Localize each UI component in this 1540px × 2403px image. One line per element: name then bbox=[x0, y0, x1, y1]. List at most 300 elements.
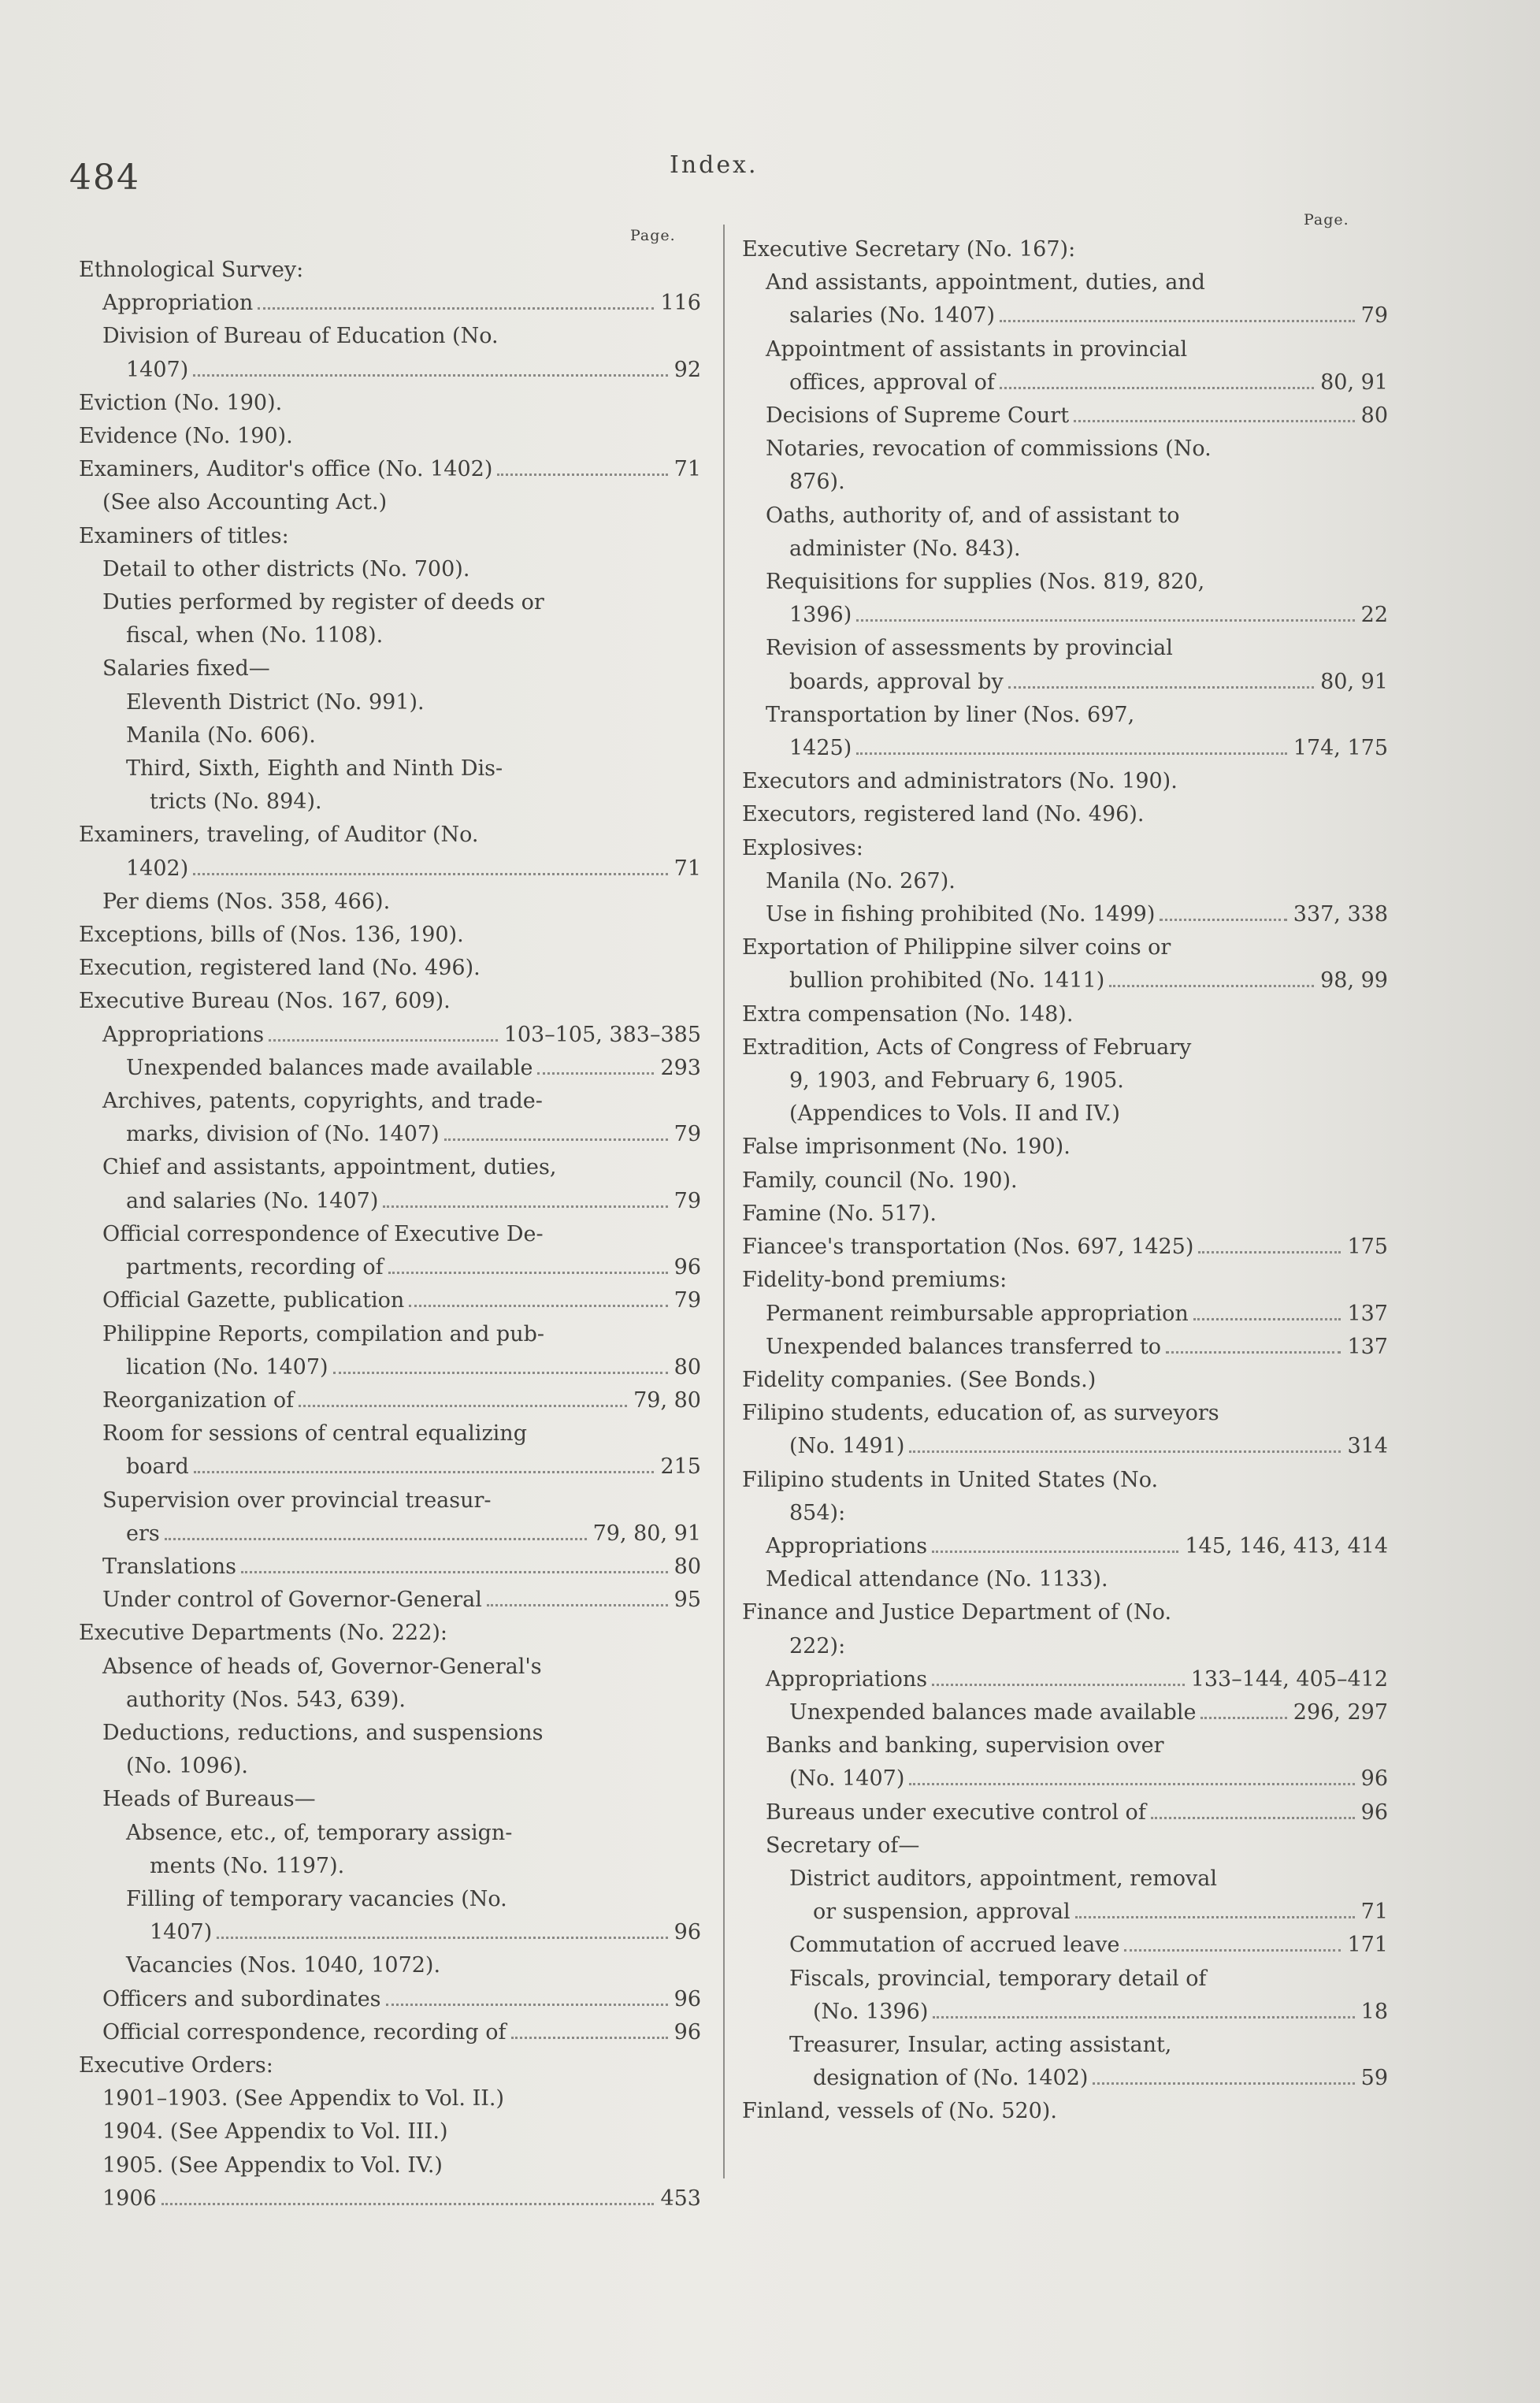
index-entry bbox=[79, 1251, 701, 1284]
index-entry bbox=[742, 1896, 1388, 1929]
entry-text: salaries (No. 1407) bbox=[789, 303, 995, 329]
dot-leader bbox=[1166, 1351, 1341, 1354]
entry-text: Philippine Reports, compilation and pub- bbox=[102, 1321, 545, 1346]
index-entry bbox=[742, 865, 1388, 898]
index-entry bbox=[79, 2182, 701, 2215]
index-entry bbox=[79, 520, 701, 553]
index-column-left bbox=[79, 254, 701, 2215]
entry-text: administer (No. 843). bbox=[789, 536, 1021, 561]
entry-text: Executors and administrators (No. 190). bbox=[742, 769, 1178, 794]
dot-leader bbox=[299, 1405, 627, 1407]
index-entry bbox=[79, 1850, 701, 1883]
dot-leader bbox=[194, 1471, 655, 1473]
page-reference: 71 bbox=[674, 856, 701, 881]
entry-text: board bbox=[126, 1454, 189, 1480]
index-entry bbox=[79, 1983, 701, 2016]
entry-text: Ethnological Survey: bbox=[79, 258, 304, 282]
index-entry bbox=[742, 1098, 1388, 1131]
index-entry bbox=[742, 998, 1388, 1031]
entry-text: Officers and subordinates bbox=[102, 1986, 381, 2011]
entry-text: 1901–1903. (See Appendix to Vol. II.) bbox=[102, 2086, 505, 2111]
index-entry bbox=[79, 387, 701, 420]
page-reference: 171 bbox=[1347, 1933, 1388, 1958]
entry-text: 1402) bbox=[126, 856, 189, 881]
index-entry bbox=[79, 1450, 701, 1484]
index-entry bbox=[742, 1430, 1388, 1463]
index-entry bbox=[79, 320, 701, 353]
entry-text: 854): bbox=[789, 1500, 846, 1525]
dot-leader bbox=[444, 1138, 668, 1141]
entry-text: Room for sessions of central equalizing bbox=[102, 1421, 527, 1447]
entry-text: Revision of assessments by provincial bbox=[766, 636, 1173, 661]
entry-text: And assistants, appointment, duties, and bbox=[766, 270, 1205, 295]
dot-leader bbox=[909, 1783, 1354, 1785]
index-entry bbox=[79, 1284, 701, 1317]
page-reference: 174, 175 bbox=[1293, 736, 1388, 761]
entry-text: Exportation of Philippine silver coins or bbox=[742, 935, 1171, 960]
index-entry bbox=[79, 1151, 701, 1184]
index-entry bbox=[79, 819, 701, 852]
entry-text: Unexpended balances made available bbox=[789, 1699, 1197, 1725]
entry-text: 222): bbox=[789, 1633, 846, 1658]
entry-text: Manila (No. 267). bbox=[766, 868, 956, 893]
index-entry bbox=[79, 1783, 701, 1816]
page-reference: 95 bbox=[674, 1588, 701, 1613]
entry-text: Per diems (Nos. 358, 466). bbox=[102, 889, 391, 914]
page-reference: 80 bbox=[674, 1554, 701, 1579]
index-entry bbox=[79, 1949, 701, 1982]
entry-text: Transportation by liner (Nos. 697, bbox=[766, 702, 1135, 727]
entry-text: partments, recording of bbox=[126, 1255, 384, 1280]
entry-text: Archives, patents, copyrights, and trade- bbox=[102, 1089, 543, 1114]
page-reference: 96 bbox=[674, 1920, 701, 1945]
entry-text: Decisions of Supreme Court bbox=[766, 403, 1070, 429]
page-reference: 80, 91 bbox=[1320, 669, 1388, 694]
dot-leader bbox=[386, 2004, 668, 2006]
dot-leader bbox=[193, 873, 667, 875]
entry-text: Permanent reimbursable appropriation bbox=[766, 1301, 1189, 1326]
index-entry bbox=[79, 486, 701, 519]
index-entry bbox=[79, 852, 701, 886]
index-entry bbox=[79, 586, 701, 619]
entry-text: ers bbox=[126, 1521, 160, 1546]
page-reference: 96 bbox=[674, 1986, 701, 2011]
index-entry bbox=[742, 1464, 1388, 1497]
page-reference: 293 bbox=[660, 1055, 701, 1080]
entry-text: Oaths, authority of, and of assistant to bbox=[766, 503, 1180, 528]
entry-text: False imprisonment (No. 190). bbox=[742, 1135, 1071, 1160]
dot-leader bbox=[1193, 1318, 1341, 1320]
entry-text: Manila (No. 606). bbox=[126, 722, 316, 748]
index-entry bbox=[79, 354, 701, 387]
entry-text: Examiners of titles: bbox=[79, 523, 289, 548]
entry-text: Extradition, Acts of Congress of February bbox=[742, 1034, 1192, 1060]
page-reference: 314 bbox=[1347, 1434, 1388, 1459]
page-reference: 71 bbox=[674, 457, 701, 482]
entry-text: Filipino students in United States (No. bbox=[742, 1467, 1159, 1492]
entry-text: Famine (No. 517). bbox=[742, 1201, 937, 1226]
entry-text: Appropriations bbox=[766, 1666, 928, 1692]
index-entry bbox=[742, 1231, 1388, 1264]
dot-leader bbox=[1151, 1817, 1355, 1819]
index-entry bbox=[742, 1031, 1388, 1064]
dot-leader bbox=[1075, 1916, 1355, 1918]
page-reference: 80 bbox=[1360, 403, 1388, 429]
index-entry bbox=[79, 1417, 701, 1450]
page-reference: 96 bbox=[1360, 1799, 1388, 1825]
entry-text: Fidelity companies. (See Bonds.) bbox=[742, 1367, 1097, 1392]
index-entry bbox=[79, 1218, 701, 1251]
entry-text: Fiscals, provincial, temporary detail of bbox=[789, 1966, 1207, 1991]
index-entry bbox=[742, 299, 1388, 332]
dot-leader bbox=[1000, 387, 1314, 389]
page-reference: 175 bbox=[1347, 1235, 1388, 1260]
page-reference: 79, 80 bbox=[633, 1387, 701, 1413]
entry-text: ments (No. 1197). bbox=[150, 1853, 345, 1878]
dot-leader bbox=[409, 1305, 667, 1307]
index-entry bbox=[742, 1829, 1388, 1863]
index-entry bbox=[79, 985, 701, 1018]
dot-leader bbox=[487, 1604, 668, 1606]
dot-leader bbox=[1093, 2082, 1354, 2085]
index-entry bbox=[79, 886, 701, 919]
dot-leader bbox=[856, 619, 1354, 622]
index-entry bbox=[742, 1729, 1388, 1762]
running-head: Index. bbox=[670, 151, 759, 179]
index-entry bbox=[79, 1484, 701, 1517]
index-entry bbox=[79, 1384, 701, 1417]
index-entry bbox=[742, 1630, 1388, 1663]
entry-text: authority (Nos. 543, 639). bbox=[126, 1687, 406, 1712]
page-reference: 98, 99 bbox=[1320, 968, 1388, 994]
index-column-right bbox=[742, 233, 1388, 2129]
index-entry bbox=[79, 786, 701, 819]
entry-text: (See also Accounting Act.) bbox=[102, 490, 388, 515]
entry-text: tricts (No. 894). bbox=[150, 789, 322, 815]
index-entry bbox=[742, 699, 1388, 732]
index-entry bbox=[79, 1651, 701, 1684]
entry-text: 1906 bbox=[102, 2186, 157, 2211]
index-entry bbox=[79, 619, 701, 652]
entry-text: Filling of temporary vacancies (No. bbox=[126, 1886, 507, 1911]
page-reference: 96 bbox=[674, 1255, 701, 1280]
entry-text: 1425) bbox=[789, 736, 852, 761]
entry-text: Eleventh District (No. 991). bbox=[126, 689, 425, 715]
index-entry bbox=[79, 2115, 701, 2149]
entry-text: Fiancee's transportation (Nos. 697, 1425) bbox=[742, 1235, 1194, 1260]
entry-text: and salaries (No. 1407) bbox=[126, 1188, 379, 1213]
page-reference: 96 bbox=[674, 2019, 701, 2045]
entry-text: Unexpended balances transferred to bbox=[766, 1334, 1162, 1359]
entry-text: Appropriation bbox=[102, 291, 254, 316]
index-entry bbox=[79, 1318, 701, 1351]
page-reference: 96 bbox=[1360, 1766, 1388, 1792]
index-entry bbox=[79, 652, 701, 685]
index-entry bbox=[742, 632, 1388, 665]
index-entry bbox=[742, 798, 1388, 831]
entry-text: Executive Departments (No. 222): bbox=[79, 1621, 448, 1646]
entry-text: Duties performed by register of deeds or bbox=[102, 590, 544, 615]
index-entry bbox=[79, 719, 701, 752]
index-entry bbox=[79, 1750, 701, 1783]
entry-text: 1904. (See Appendix to Vol. III.) bbox=[102, 2119, 448, 2145]
index-entry bbox=[79, 287, 701, 320]
index-entry bbox=[742, 566, 1388, 599]
entry-text: Vacancies (Nos. 1040, 1072). bbox=[126, 1953, 441, 1978]
entry-text: Executors, registered land (No. 496). bbox=[742, 802, 1145, 827]
page-reference: 79, 80, 91 bbox=[592, 1521, 701, 1546]
page-reference: 133–144, 405–412 bbox=[1190, 1666, 1388, 1692]
index-entry bbox=[742, 1596, 1388, 1629]
entry-text: 1396) bbox=[789, 603, 852, 628]
index-entry bbox=[79, 919, 701, 952]
entry-text: Finance and Justice Department of (No. bbox=[742, 1600, 1172, 1625]
index-entry bbox=[742, 466, 1388, 499]
entry-text: Fidelity-bond premiums: bbox=[742, 1268, 1007, 1293]
page-reference: 80 bbox=[674, 1354, 701, 1380]
dot-leader bbox=[932, 1684, 1185, 1686]
dot-leader bbox=[258, 307, 654, 310]
index-entry bbox=[742, 1264, 1388, 1297]
entry-text: 1407) bbox=[126, 357, 189, 382]
index-entry bbox=[742, 500, 1388, 533]
entry-text: Medical attendance (No. 1133). bbox=[766, 1567, 1108, 1592]
entry-text: Executive Bureau (Nos. 167, 609). bbox=[79, 989, 451, 1014]
index-entry bbox=[742, 266, 1388, 299]
dot-leader bbox=[932, 1551, 1178, 1553]
right-page-col-label: Page. bbox=[1304, 211, 1349, 228]
dot-leader bbox=[165, 1538, 587, 1540]
entry-text: Division of Bureau of Education (No. bbox=[102, 324, 499, 349]
index-entry bbox=[742, 433, 1388, 466]
index-entry bbox=[742, 599, 1388, 632]
index-entry bbox=[742, 2029, 1388, 2062]
entry-text: (Appendices to Vols. II and IV.) bbox=[789, 1101, 1120, 1127]
entry-text: Absence, etc., of, temporary assign- bbox=[126, 1820, 513, 1845]
entry-text: Chief and assistants, appointment, duties, bbox=[102, 1155, 557, 1180]
dot-leader bbox=[1124, 1949, 1341, 1952]
index-entry bbox=[79, 1916, 701, 1949]
index-entry bbox=[742, 2062, 1388, 2095]
dot-leader bbox=[241, 1571, 668, 1573]
index-entry bbox=[742, 1364, 1388, 1397]
index-entry bbox=[742, 1663, 1388, 1696]
index-entry bbox=[79, 1817, 701, 1850]
page-reference: 71 bbox=[1360, 1900, 1388, 1925]
entry-text: (No. 1407) bbox=[789, 1766, 905, 1792]
index-entry bbox=[742, 533, 1388, 566]
index-entry bbox=[79, 1517, 701, 1551]
index-entry bbox=[742, 366, 1388, 399]
index-entry bbox=[742, 1696, 1388, 1729]
page-reference: 92 bbox=[674, 357, 701, 382]
entry-text: bullion prohibited (No. 1411) bbox=[789, 968, 1105, 994]
dot-leader bbox=[161, 2203, 655, 2205]
index-entry bbox=[742, 1863, 1388, 1896]
index-entry bbox=[79, 1351, 701, 1384]
page-number: 484 bbox=[69, 158, 140, 198]
entry-text: Supervision over provincial treasur- bbox=[102, 1487, 492, 1513]
page-reference: 18 bbox=[1360, 1999, 1388, 2024]
entry-text: Appropriations bbox=[102, 1022, 265, 1047]
dot-leader bbox=[511, 2037, 668, 2039]
index-entry bbox=[742, 732, 1388, 765]
page-reference: 137 bbox=[1347, 1334, 1388, 1359]
index-entry bbox=[742, 1563, 1388, 1596]
index-entry bbox=[79, 420, 701, 453]
entry-text: designation of (No. 1402) bbox=[813, 2066, 1089, 2091]
index-entry bbox=[742, 1131, 1388, 1164]
entry-text: Translations bbox=[102, 1554, 236, 1579]
entry-text: 1407) bbox=[150, 1920, 213, 1945]
page-reference: 103–105, 383–385 bbox=[503, 1022, 701, 1047]
index-entry bbox=[742, 1164, 1388, 1198]
entry-text: Examiners, Auditor's office (No. 1402) bbox=[79, 457, 493, 482]
page-reference: 337, 338 bbox=[1293, 902, 1388, 927]
index-entry bbox=[742, 1963, 1388, 1996]
entry-text: Official correspondence of Executive De- bbox=[102, 1221, 544, 1246]
index-entry bbox=[742, 1996, 1388, 2029]
entry-text: Extra compensation (No. 148). bbox=[742, 1001, 1074, 1027]
entry-text: Detail to other districts (No. 700). bbox=[102, 556, 470, 581]
entry-text: Absence of heads of, Governor-General's bbox=[102, 1654, 542, 1679]
entry-text: Salaries fixed— bbox=[102, 656, 270, 682]
dot-leader bbox=[217, 1937, 667, 1939]
entry-text: marks, division of (No. 1407) bbox=[126, 1122, 440, 1147]
entry-text: Exceptions, bills of (Nos. 136, 190). bbox=[79, 923, 464, 948]
entry-text: fiscal, when (No. 1108). bbox=[126, 623, 384, 648]
page-reference: 59 bbox=[1360, 2066, 1388, 2091]
entry-text: Third, Sixth, Eighth and Ninth Dis- bbox=[126, 756, 503, 782]
entry-text: lication (No. 1407) bbox=[126, 1354, 328, 1380]
index-entry bbox=[79, 1118, 701, 1151]
index-entry bbox=[742, 1762, 1388, 1796]
entry-text: Secretary of— bbox=[766, 1833, 920, 1858]
dot-leader bbox=[1008, 686, 1314, 689]
index-entry bbox=[742, 898, 1388, 931]
index-entry bbox=[742, 964, 1388, 997]
index-entry bbox=[742, 1929, 1388, 1962]
page-reference: 80, 91 bbox=[1320, 370, 1388, 395]
dot-leader bbox=[1074, 420, 1355, 422]
index-entry bbox=[79, 553, 701, 586]
dot-leader bbox=[388, 1272, 668, 1274]
entry-text: Treasurer, Insular, acting assistant, bbox=[789, 2032, 1172, 2057]
dot-leader bbox=[1109, 985, 1314, 987]
page-reference: 22 bbox=[1360, 603, 1388, 628]
index-entry bbox=[742, 1530, 1388, 1563]
entry-text: Bureaus under executive control of bbox=[766, 1799, 1146, 1825]
dot-leader bbox=[856, 752, 1287, 755]
index-entry bbox=[742, 1064, 1388, 1098]
dot-leader bbox=[909, 1450, 1341, 1453]
left-page-col-label: Page. bbox=[630, 227, 676, 244]
entry-text: Explosives: bbox=[742, 835, 863, 860]
page-reference: 79 bbox=[674, 1122, 701, 1147]
index-entry bbox=[742, 1331, 1388, 1364]
index-entry bbox=[79, 1185, 701, 1218]
page-reference: 137 bbox=[1347, 1301, 1388, 1326]
index-entry bbox=[79, 1717, 701, 1750]
index-entry bbox=[79, 1883, 701, 1916]
dot-leader bbox=[1000, 320, 1355, 322]
index-entry bbox=[79, 2149, 701, 2182]
page-reference: 296, 297 bbox=[1293, 1699, 1388, 1725]
entry-text: Use in fishing prohibited (No. 1499) bbox=[766, 902, 1156, 927]
entry-text: Family, council (No. 190). bbox=[742, 1168, 1018, 1193]
entry-text: or suspension, approval bbox=[813, 1900, 1071, 1925]
page-reference: 79 bbox=[674, 1288, 701, 1313]
entry-text: Executive Secretary (No. 167): bbox=[742, 237, 1076, 262]
entry-text: 1905. (See Appendix to Vol. IV.) bbox=[102, 2152, 443, 2178]
entry-text: Reorganization of bbox=[102, 1387, 295, 1413]
entry-text: Appropriations bbox=[766, 1533, 928, 1558]
entry-text: Evidence (No. 190). bbox=[79, 424, 293, 449]
entry-text: (No. 1396) bbox=[813, 1999, 929, 2024]
index-entry bbox=[79, 453, 701, 486]
dot-leader bbox=[383, 1205, 667, 1208]
page-reference: 116 bbox=[660, 291, 701, 316]
index-entry bbox=[79, 1085, 701, 1118]
entry-text: 876). bbox=[789, 470, 845, 495]
entry-text: Under control of Governor-General bbox=[102, 1588, 482, 1613]
index-entry bbox=[79, 952, 701, 985]
dot-leader bbox=[1160, 919, 1286, 921]
index-entry bbox=[79, 752, 701, 786]
entry-text: Executive Orders: bbox=[79, 2052, 273, 2078]
entry-text: 9, 1903, and February 6, 1905. bbox=[789, 1068, 1124, 1094]
index-entry bbox=[742, 765, 1388, 798]
column-divider bbox=[723, 225, 725, 2178]
entry-text: boards, approval by bbox=[789, 669, 1004, 694]
entry-text: Notaries, revocation of commissions (No. bbox=[766, 436, 1212, 462]
index-entry bbox=[79, 1684, 701, 1717]
index-entry bbox=[742, 1796, 1388, 1829]
entry-text: Filipino students, education of, as surveyors bbox=[742, 1401, 1219, 1426]
dot-leader bbox=[333, 1372, 668, 1374]
entry-text: Official Gazette, publication bbox=[102, 1288, 405, 1313]
index-entry bbox=[79, 686, 701, 719]
entry-text: Eviction (No. 190). bbox=[79, 390, 283, 415]
index-entry bbox=[742, 931, 1388, 964]
entry-text: Execution, registered land (No. 496). bbox=[79, 956, 481, 981]
entry-text: (No. 1096). bbox=[126, 1754, 248, 1779]
entry-text: (No. 1491) bbox=[789, 1434, 905, 1459]
page-reference: 79 bbox=[1360, 303, 1388, 329]
entry-text: Examiners, traveling, of Auditor (No. bbox=[79, 823, 479, 848]
index-entry bbox=[79, 1052, 701, 1085]
dot-leader bbox=[269, 1039, 498, 1042]
entry-text: Appointment of assistants in provincial bbox=[766, 336, 1188, 362]
entry-text: Heads of Bureaus— bbox=[102, 1787, 316, 1812]
dot-leader bbox=[537, 1072, 654, 1075]
index-entry bbox=[742, 399, 1388, 433]
index-entry bbox=[742, 1298, 1388, 1331]
index-entry bbox=[742, 333, 1388, 366]
page-reference: 79 bbox=[674, 1188, 701, 1213]
index-entry bbox=[79, 2082, 701, 2115]
index-entry bbox=[79, 1584, 701, 1617]
dot-leader bbox=[933, 2016, 1354, 2019]
index-entry bbox=[742, 666, 1388, 699]
index-entry bbox=[79, 1551, 701, 1584]
entry-text: Deductions, reductions, and suspensions bbox=[102, 1720, 544, 1745]
entry-text: Banks and banking, supervision over bbox=[766, 1733, 1164, 1759]
index-entry bbox=[79, 1617, 701, 1650]
index-entry bbox=[742, 2095, 1388, 2128]
index-entry bbox=[79, 1019, 701, 1052]
page-reference: 453 bbox=[660, 2186, 701, 2211]
